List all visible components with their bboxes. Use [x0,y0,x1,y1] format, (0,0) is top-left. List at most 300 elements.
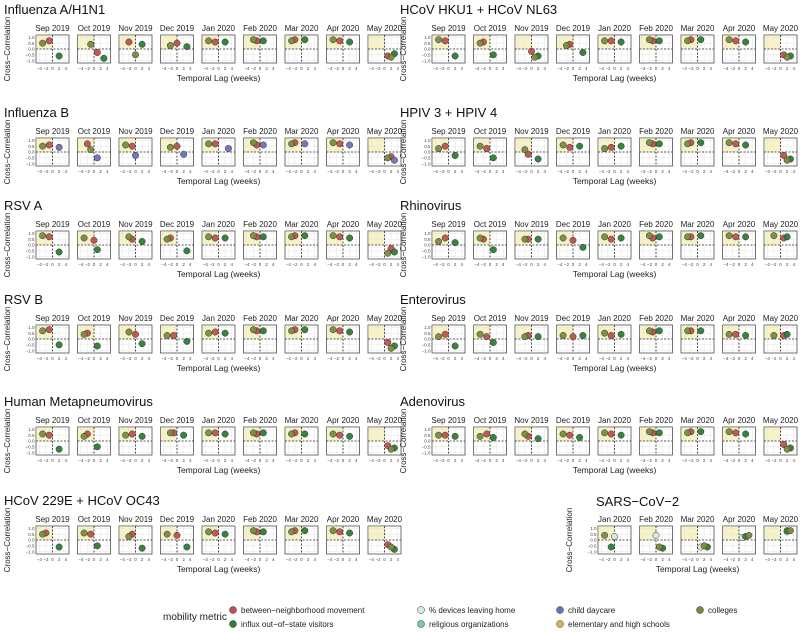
x-tick-label: −2 [563,356,569,361]
x-tick-label: 2 [702,169,706,174]
x-tick-label: −4 [723,356,729,361]
panel [639,24,673,71]
x-tick-label: 2 [389,356,393,361]
x-tick-label: 2 [785,169,789,174]
panel-month-label: Feb 2020 [243,220,277,229]
group-title: HCoV HKU1 + HCoV NL63 [400,2,558,17]
data-point [656,234,662,240]
panel-month-label: May 2020 [366,127,403,136]
legend-item [230,620,334,629]
x-tick-label: 2 [182,557,185,562]
data-point [618,39,624,45]
virus-group [3,105,403,186]
panel-month-label: Apr 2020 [722,314,756,323]
data-point [122,432,128,438]
y-tick-label: 1.0 [28,426,35,432]
y-tick-label: −1.0 [421,450,431,456]
data-point [212,235,218,241]
data-point [174,532,180,538]
x-tick-label: 2 [619,66,623,71]
x-tick-label: 4 [626,356,629,361]
data-point [250,36,256,42]
x-tick-label: 0 [447,262,450,267]
y-tick-label: −0.5 [421,52,431,58]
legend-swatch [697,607,704,614]
data-point [302,326,308,332]
x-tick-label: 2 [785,458,789,463]
data-point [139,340,145,346]
data-point [787,527,793,533]
panel-month-label: Sep 2019 [35,127,70,136]
x-tick-label: 0 [613,458,616,463]
x-tick-label: 0 [654,557,658,562]
x-tick-label: 2 [306,458,310,463]
x-tick-label: 2 [389,557,393,562]
data-point [522,236,528,242]
data-point [601,430,607,436]
y-tick-label: 0.5 [424,40,431,46]
x-axis-label: Temporal Lag (weeks) [176,269,261,279]
panel [327,515,360,562]
panel [422,24,467,71]
panel [160,314,195,361]
x-tick-label: 0 [530,262,533,267]
panel-month-label: May 2020 [762,314,799,323]
x-tick-label: −4 [640,557,646,562]
panel [723,314,756,361]
panel [681,515,715,562]
x-tick-label: −4 [36,262,42,267]
x-tick-label: 0 [258,557,262,562]
legend-item [557,606,616,615]
panel [556,127,591,174]
x-tick-label: 2 [306,557,310,562]
x-tick-label: 2 [223,169,227,174]
data-point [212,430,218,436]
x-tick-label: 2 [536,66,540,71]
panel-month-label: Oct 2019 [77,24,111,33]
panel [160,220,195,267]
x-tick-label: 2 [223,356,227,361]
y-tick-label: 1.0 [424,34,431,40]
legend-swatch [418,607,425,614]
legend-label: % devices leaving home [429,606,516,615]
x-tick-label: −2 [605,356,611,361]
y-axis-label: Cross−Correlation [3,16,12,82]
data-point [88,41,94,47]
x-tick-label: 2 [265,557,268,562]
x-tick-label: −4 [78,557,84,562]
x-tick-label: 2 [182,356,185,361]
x-tick-label: 0 [175,262,179,267]
panel [422,416,467,463]
x-tick-label: −2 [126,356,132,361]
panel [26,220,71,267]
data-point [567,144,573,150]
x-tick-label: 0 [530,66,533,71]
x-tick-label: 2 [785,557,789,562]
panel [285,314,319,361]
panel-month-label: Feb 2020 [243,515,277,524]
data-point [484,431,490,437]
panel [160,24,195,71]
data-point [385,155,391,161]
x-tick-label: 0 [779,169,782,174]
x-tick-label: 4 [396,169,399,174]
x-tick-label: 4 [501,169,505,174]
x-tick-label: 2 [348,169,351,174]
y-tick-label: 0.5 [28,531,35,537]
panel-month-label: Apr 2020 [722,24,756,33]
x-tick-label: −4 [598,169,604,174]
panel [285,220,319,267]
panel [243,24,277,71]
x-tick-label: 0 [613,356,616,361]
x-tick-label: −2 [522,66,528,71]
x-tick-label: −2 [646,169,652,174]
data-point [330,431,336,437]
data-point [646,428,652,434]
panel [639,515,673,562]
panel-month-label: Mar 2020 [680,515,715,524]
x-tick-label: −2 [250,557,256,562]
panel-month-label: Apr 2020 [326,314,360,323]
x-tick-label: −2 [729,169,735,174]
x-tick-label: 0 [383,66,386,71]
panel-month-label: Apr 2020 [722,127,756,136]
x-tick-label: 2 [182,458,185,463]
data-point [222,235,228,241]
x-tick-label: 0 [654,169,658,174]
x-tick-label: −2 [771,458,777,463]
data-point [56,249,62,255]
x-tick-label: 0 [217,557,220,562]
x-tick-label: 4 [147,557,150,562]
panel-month-label: Mar 2020 [680,24,715,33]
x-tick-label: −2 [43,458,49,463]
x-tick-label: 4 [626,458,629,463]
panel-month-label: Mar 2020 [284,416,319,425]
x-tick-label: 0 [654,66,658,71]
panel [474,314,507,361]
x-tick-label: 4 [584,169,588,174]
x-tick-label: −4 [285,169,291,174]
data-point [580,49,586,55]
panel-month-label: Jan 2020 [202,24,235,33]
data-point [618,143,624,149]
data-point [337,529,343,535]
y-tick-label: −1.0 [587,549,597,555]
data-point [212,39,218,45]
x-tick-label: 2 [57,169,61,174]
x-tick-label: 4 [792,356,795,361]
virus-group [565,494,799,574]
x-tick-label: −2 [333,66,339,71]
data-point [39,232,45,238]
data-point [337,328,343,334]
x-tick-label: −2 [605,169,611,174]
x-tick-label: 4 [750,262,754,267]
data-point [490,434,496,440]
panel [327,416,360,463]
data-point [701,543,707,549]
x-tick-label: 0 [258,262,262,267]
x-tick-label: 4 [626,169,629,174]
x-tick-label: 4 [501,458,505,463]
x-tick-label: −4 [515,356,521,361]
data-point [46,38,52,44]
x-tick-label: −4 [285,557,291,562]
x-tick-label: −4 [764,262,770,267]
x-tick-label: −4 [285,458,291,463]
panel [474,127,507,174]
x-tick-label: −2 [292,557,298,562]
data-point [618,432,624,438]
x-tick-label: 0 [571,66,575,71]
x-tick-label: 2 [702,557,706,562]
x-tick-label: −4 [368,262,374,267]
x-tick-label: −4 [681,262,687,267]
x-tick-label: 4 [147,169,150,174]
panel [202,314,236,361]
x-tick-label: −4 [681,169,687,174]
y-tick-label: −1.0 [25,348,35,354]
x-tick-label: −2 [43,169,49,174]
x-tick-label: 4 [792,169,795,174]
x-tick-label: −4 [764,66,770,71]
x-tick-label: −2 [43,557,49,562]
x-tick-label: 4 [460,458,463,463]
data-point [174,40,180,46]
panel-month-label: Nov 2019 [118,220,153,229]
x-tick-label: 4 [354,557,358,562]
x-tick-label: 2 [744,356,747,361]
panel-month-label: Sep 2019 [431,314,466,323]
panel [681,416,715,463]
panel [26,314,71,361]
panel-month-label: Oct 2019 [473,314,507,323]
data-point [205,430,211,436]
data-point [570,333,576,339]
data-point [225,145,231,151]
y-tick-label: −1.0 [421,58,431,64]
x-tick-label: −2 [292,356,298,361]
panel-month-label: Jan 2020 [202,314,235,323]
x-axis-label: Temporal Lag (weeks) [176,363,261,373]
x-tick-label: 2 [140,169,144,174]
panel-month-label: Sep 2019 [35,416,70,425]
data-point [346,142,352,148]
x-tick-label: 0 [488,356,492,361]
data-point [56,446,62,452]
x-tick-label: 2 [785,66,789,71]
panel-month-label: Dec 2019 [555,416,591,425]
x-tick-label: 0 [571,356,575,361]
x-tick-label: 2 [661,356,664,361]
panel [26,127,71,174]
data-point [205,234,211,240]
y-tick-label: −1.0 [25,254,35,260]
x-tick-label: 0 [737,169,741,174]
data-point [388,544,394,550]
data-point [608,38,614,44]
x-tick-label: −4 [244,458,250,463]
x-tick-label: −4 [681,557,687,562]
x-tick-label: 4 [792,262,795,267]
legend-label: religious organizations [429,620,509,629]
x-tick-label: −2 [729,458,735,463]
y-tick-label: 0.0 [28,242,35,248]
x-tick-label: 2 [661,66,664,71]
panel-month-label: Mar 2020 [680,127,715,136]
data-point [346,235,352,241]
x-tick-label: −4 [285,356,291,361]
data-point [684,328,690,334]
x-tick-label: 2 [744,66,747,71]
data-point [742,234,748,240]
x-tick-label: −4 [723,169,729,174]
data-point [81,433,87,439]
data-point [452,343,458,349]
x-tick-label: 0 [258,169,262,174]
data-point [132,52,138,58]
x-tick-label: −4 [244,557,250,562]
panel [285,24,319,71]
data-point [205,141,211,147]
panel-month-label: Dec 2019 [159,24,195,33]
x-tick-label: −4 [36,557,42,562]
data-point [250,430,256,436]
x-tick-label: 0 [779,557,782,562]
x-tick-label: −2 [43,356,49,361]
x-tick-label: 2 [495,458,498,463]
y-tick-label: 1.0 [28,324,35,330]
panel [78,314,111,361]
x-tick-label: −4 [244,66,250,71]
x-tick-label: −4 [368,169,374,174]
panel [78,24,111,71]
x-tick-label: 4 [188,262,192,267]
data-point [684,430,690,436]
data-point [139,238,145,244]
x-tick-label: 0 [300,262,303,267]
panel [26,416,71,463]
x-tick-label: −2 [480,66,486,71]
x-tick-label: −4 [244,356,250,361]
data-point [608,144,614,150]
panel-month-label: Nov 2019 [514,127,549,136]
x-tick-label: 2 [578,458,581,463]
x-tick-label: −2 [250,356,256,361]
data-point [601,145,607,151]
panel [422,220,467,267]
panel [160,515,195,562]
data-point [88,146,94,152]
x-tick-label: 4 [230,458,233,463]
data-point [388,446,394,452]
panel [160,127,195,174]
x-tick-label: 2 [495,356,498,361]
panel-month-label: Sep 2019 [35,220,70,229]
panel [556,416,591,463]
x-tick-label: 2 [389,458,393,463]
data-point [435,238,441,244]
x-tick-label: 0 [175,66,179,71]
x-tick-label: −2 [522,356,528,361]
data-point [250,326,256,332]
x-tick-label: 2 [578,66,581,71]
x-tick-label: −4 [202,169,208,174]
x-tick-label: 2 [306,66,310,71]
data-point [784,331,790,337]
x-tick-label: 0 [258,66,262,71]
data-point [330,139,336,145]
panel-month-label: Dec 2019 [555,220,591,229]
data-point [39,143,45,149]
y-tick-label: 0.5 [28,236,35,242]
y-tick-label: 0.0 [424,46,431,52]
x-tick-label: 2 [744,262,747,267]
data-point [646,328,652,334]
panel-month-label: Feb 2020 [243,314,277,323]
panel [598,24,632,71]
data-point [39,40,45,46]
legend-swatch [557,621,564,628]
data-point [576,143,582,149]
data-point [212,530,218,536]
data-point [784,157,790,163]
x-tick-label: 0 [92,66,96,71]
x-tick-label: 0 [696,356,699,361]
x-tick-label: 4 [396,557,399,562]
data-point [608,431,614,437]
data-point [139,41,145,47]
x-tick-label: 0 [488,262,492,267]
x-tick-label: 0 [300,458,303,463]
x-tick-label: 0 [92,262,96,267]
x-tick-label: −2 [209,66,215,71]
group-title: HPIV 3 + HPIV 4 [400,105,498,120]
panel-month-label: Nov 2019 [514,220,549,229]
x-tick-label: 2 [619,557,623,562]
panel [118,127,153,174]
group-title: Influenza A/H1N1 [4,2,106,17]
data-point [522,146,528,152]
x-tick-label: 0 [341,169,345,174]
x-tick-label: 4 [396,66,399,71]
x-axis-label: Temporal Lag (weeks) [572,465,657,475]
x-tick-label: −4 [78,169,84,174]
x-tick-label: −2 [563,169,569,174]
panel-month-label: Mar 2020 [680,416,715,425]
legend-swatch [557,607,564,614]
legend-item [557,620,670,629]
x-tick-label: 2 [453,458,457,463]
x-tick-label: −4 [681,66,687,71]
x-tick-label: 4 [501,66,505,71]
data-point [528,48,534,54]
x-tick-label: −4 [598,66,604,71]
data-point [490,155,496,161]
data-point [260,529,266,535]
x-tick-label: −2 [688,557,694,562]
x-tick-label: 0 [571,458,575,463]
panel [763,24,799,71]
x-tick-label: −4 [119,356,125,361]
x-tick-label: 0 [300,169,303,174]
panel-month-label: Apr 2020 [326,127,360,136]
x-tick-label: 2 [619,356,623,361]
